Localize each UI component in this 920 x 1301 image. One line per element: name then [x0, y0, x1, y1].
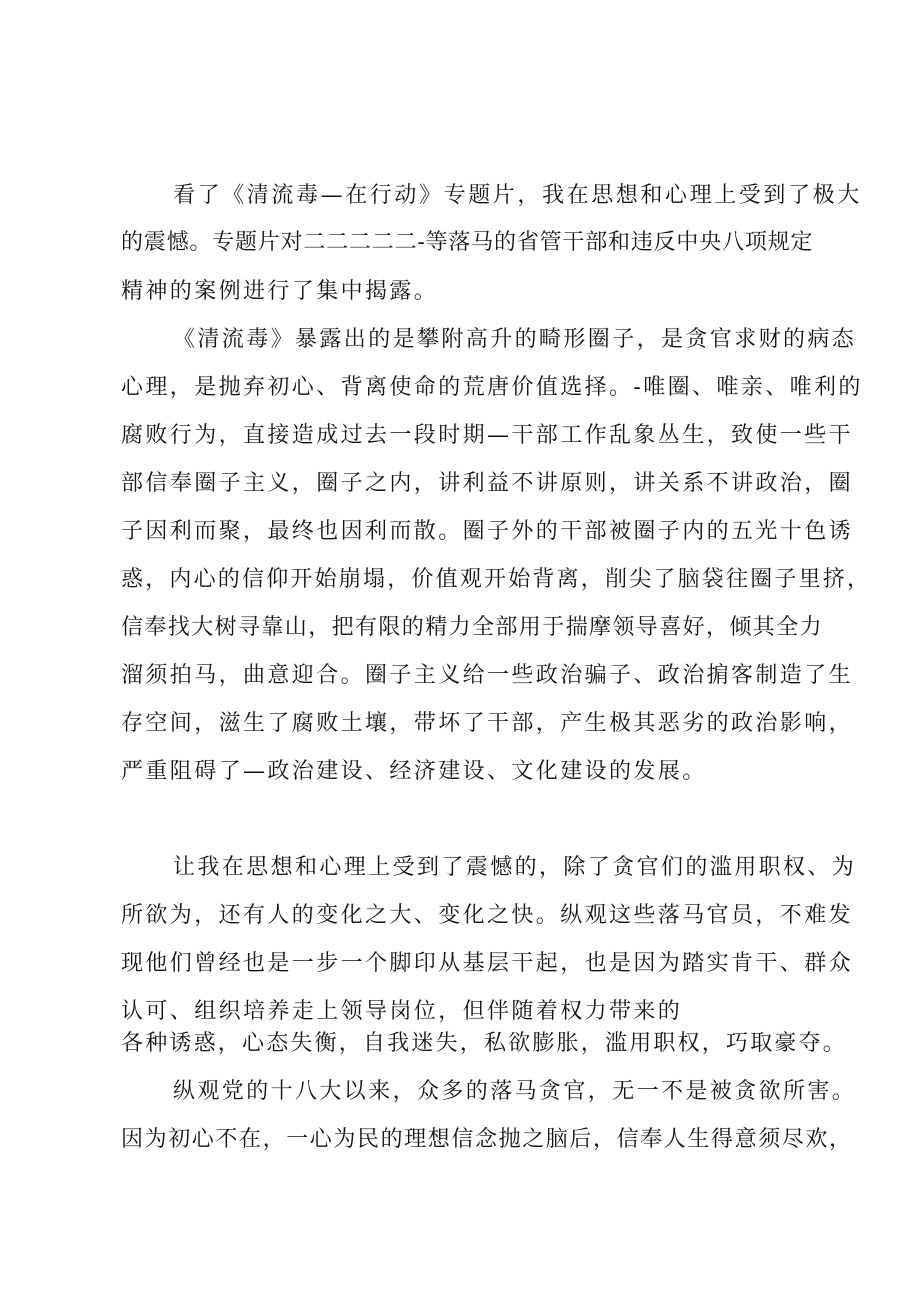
text-line: 子因利而聚，最终也因利而散。圈子外的干部被圈子内的五光十色诱	[121, 519, 854, 544]
text-line: 心理，是抛弃初心、背离使命的荒唐价值选择。-唯圈、唯亲、唯利的	[121, 375, 863, 400]
text-line: 看了《清流毒—在行动》专题片，我在思想和心理上受到了极大	[173, 183, 862, 208]
text-line: 腐败行为，直接造成过去一段时期—干部工作乱象丛生，致使一些干	[121, 423, 854, 448]
text-line: 认可、组织培养走上领导岗位，但伴随着权力带来的	[121, 999, 683, 1024]
text-line: 存空间，滋生了腐败土壤，带坏了干部，产生极其恶劣的政治影响，	[121, 711, 854, 736]
text-line: 《清流毒》暴露出的是攀附高升的畸形圈子，是贪官求财的病态	[173, 327, 857, 352]
text-line: 精神的案例进行了集中揭露。	[121, 279, 439, 304]
text-line: 所欲为，还有人的变化之大、变化之快。纵观这些落马官员，不难发	[121, 903, 854, 928]
text-line: 严重阻碍了—政治建设、经济建设、文化建设的发展。	[121, 759, 707, 784]
text-line: 纵观党的十八大以来，众多的落马贪官，无一不是被贪欲所害。	[173, 1079, 857, 1104]
text-line: 现他们曾经也是一步一个脚印从基层干起，也是因为踏实肯干、群众	[121, 951, 854, 976]
text-line: 让我在思想和心理上受到了震憾的，除了贪官们的滥用职权、为	[173, 855, 857, 880]
text-line: 各种诱惑，心态失衡，自我迷失，私欲膨胀，滥用职权，巧取豪夺。	[121, 1031, 848, 1056]
text-line: 部信奉圈子主义，圈子之内，讲利益不讲原则，讲关系不讲政治，圈	[121, 471, 854, 496]
text-line: 的震憾。专题片对二二二二二-等落马的省管干部和违反中央八项规定	[121, 230, 814, 255]
text-line: 信奉找大树寻靠山，把有限的精力全部用于揣摩领导喜好，倾其全力	[121, 615, 824, 640]
text-line: 溜须拍马，曲意迎合。圈子主义给一些政治骗子、政治掮客制造了生	[121, 663, 854, 688]
text-line: 因为初心不在，一心为民的理想信念抛之脑后，信奉人生得意须尽欢，	[121, 1127, 853, 1152]
text-line: 惑，内心的信仰开始崩塌，价值观开始背离，削尖了脑袋往圈子里挤，	[121, 567, 872, 592]
